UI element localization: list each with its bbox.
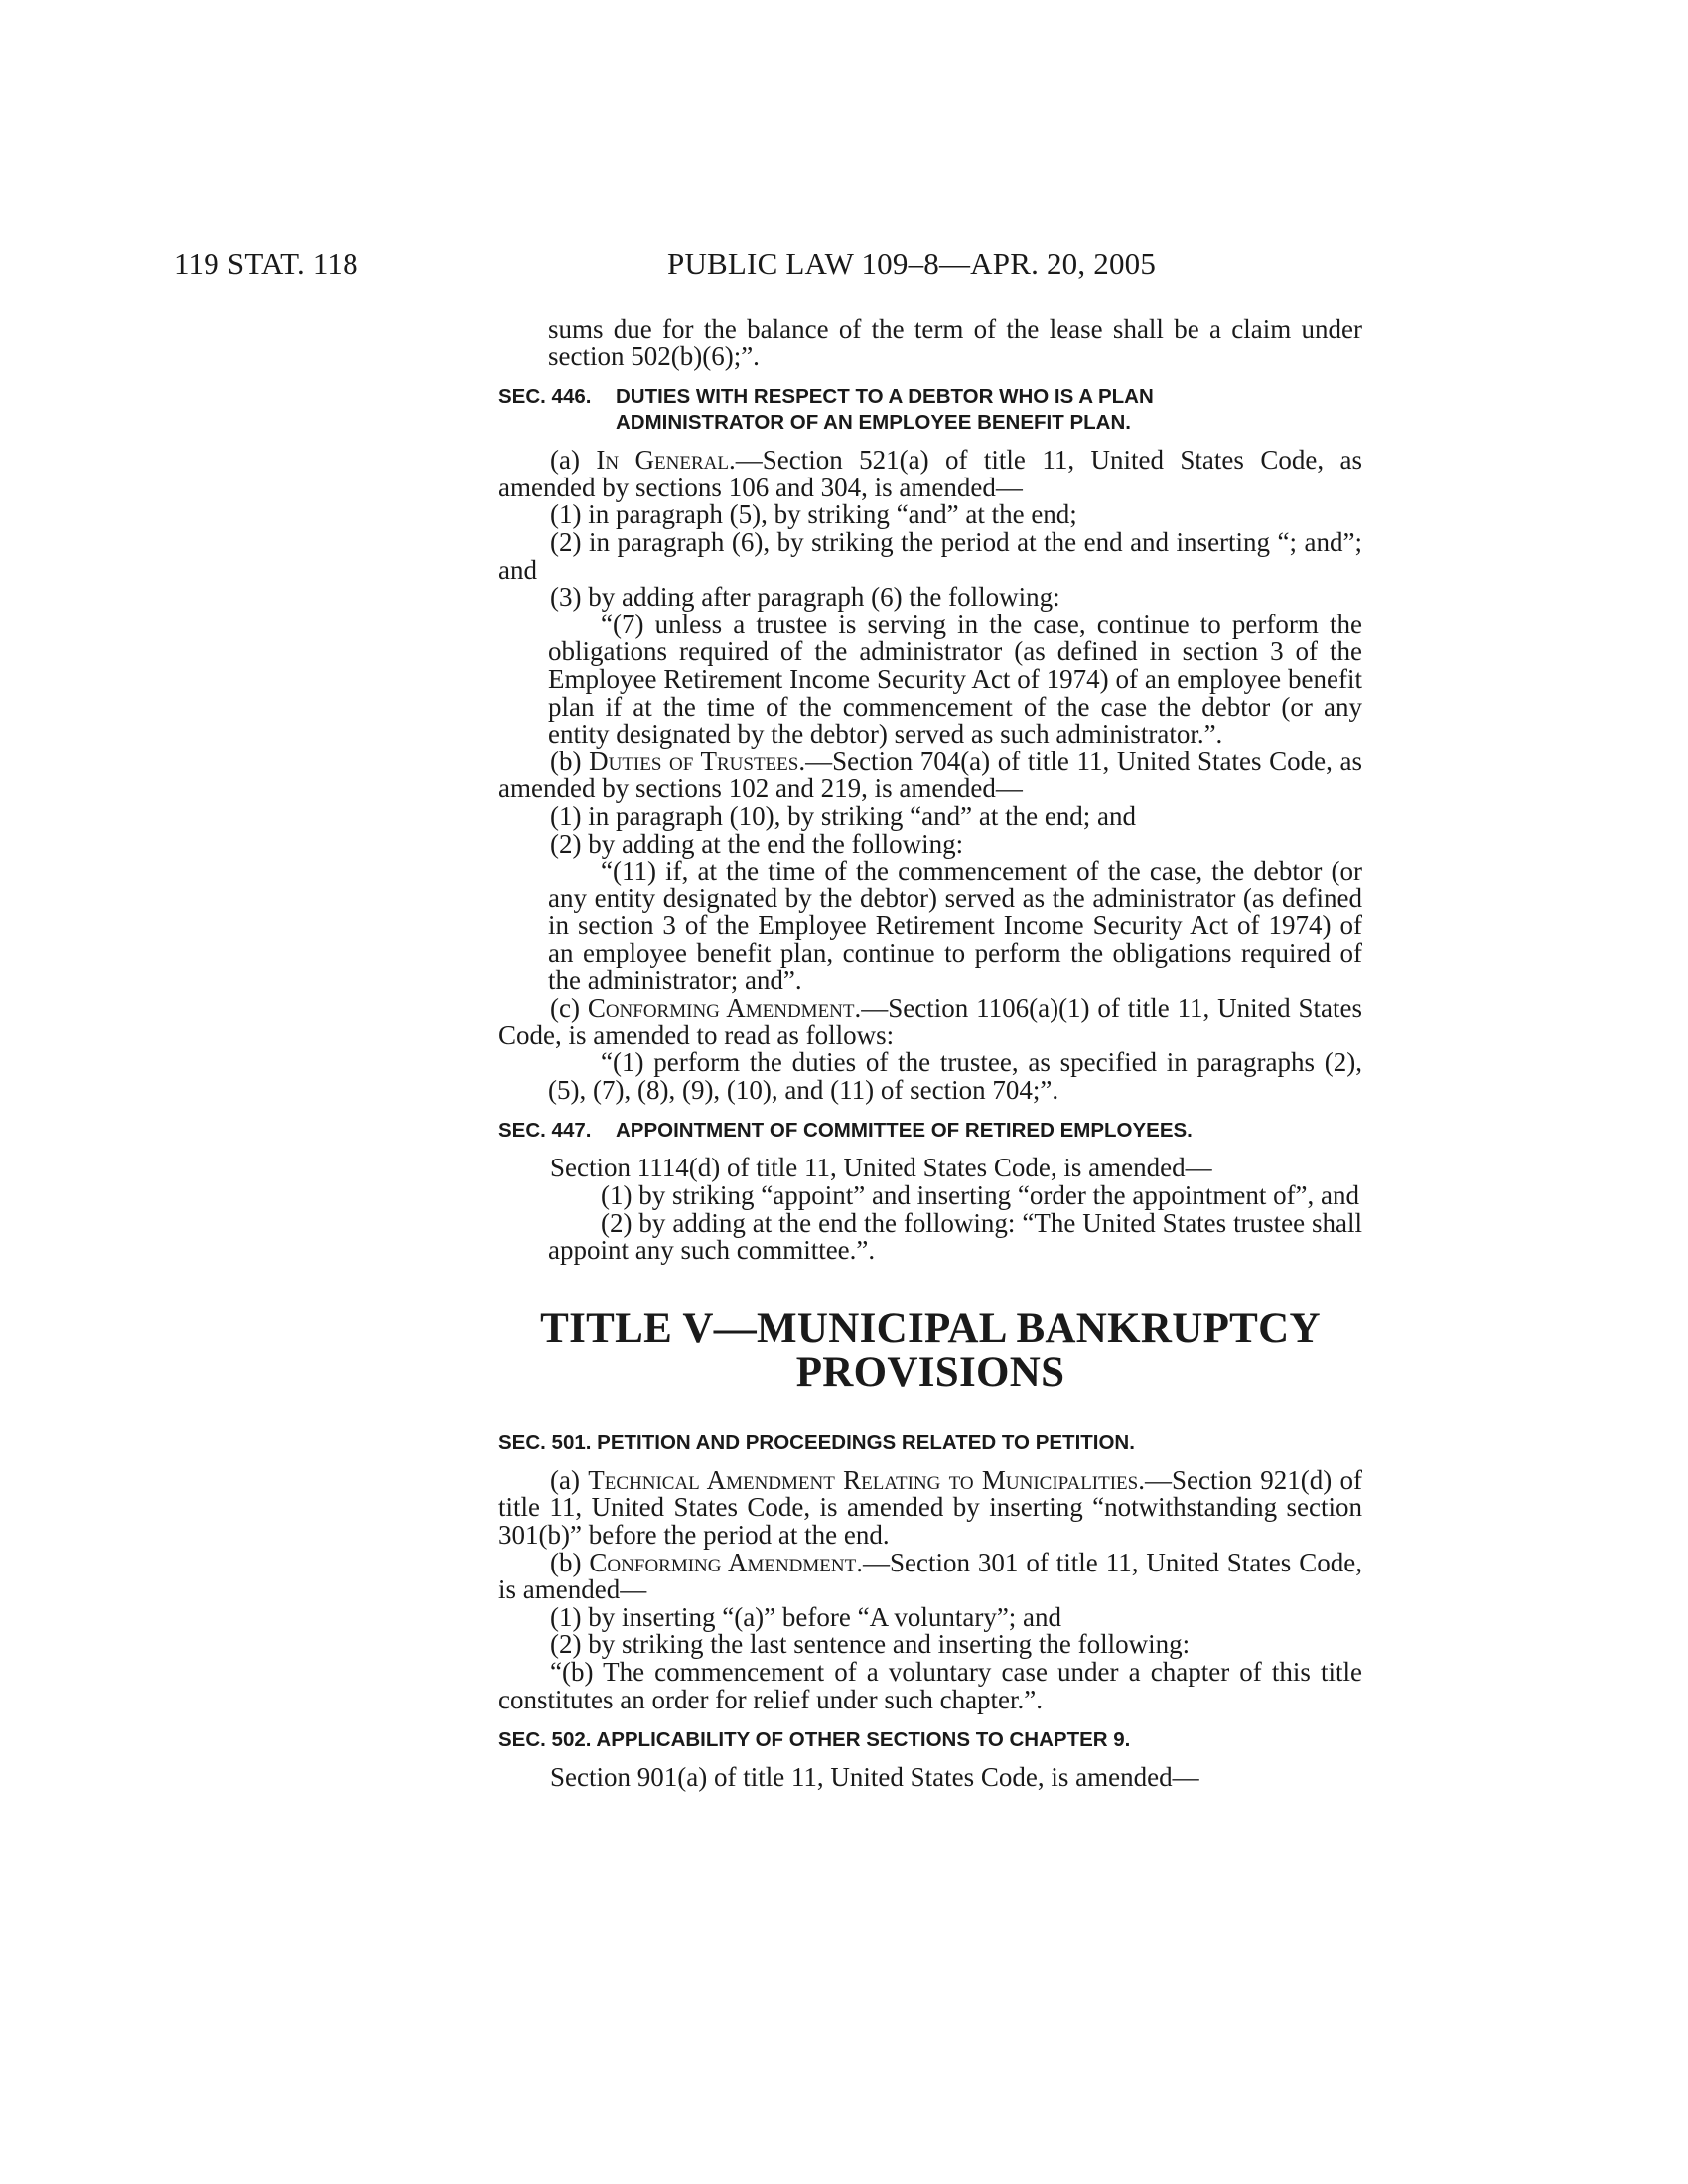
section-501-heading bbox=[498, 1431, 1362, 1456]
section-446-title-line2: ADMINISTRATOR OF AN EMPLOYEE BENEFIT PLAN. bbox=[616, 411, 1131, 435]
title-v-line2: PROVISIONS bbox=[795, 1348, 1065, 1396]
section-447-intro: Section 1114(d) of title 11, United States Code, is amended— bbox=[550, 1153, 1212, 1183]
paragraph-447-1: (1) by striking “appoint” and inserting “order the appointment of”, and bbox=[601, 1180, 1360, 1211]
page-stat-reference: 119 STAT. 118 bbox=[174, 246, 358, 281]
paragraph-447-2: (2) by adding at the end the following: “The United States trustee shall appoint any such committee.”. bbox=[548, 1207, 1362, 1266]
document-body bbox=[498, 316, 1362, 1792]
subsection-501b: (b) Conforming Amendment.—Section 301 of title 11, United States Code, is amended— bbox=[498, 1547, 1362, 1605]
section-446-label: SEC. 446. bbox=[498, 385, 592, 409]
section-502-heading bbox=[498, 1727, 1362, 1753]
section-502-intro: Section 901(a) of title 11, United States Code, is amended— bbox=[550, 1762, 1199, 1793]
title-v-line1: TITLE V—MUNICIPAL BANKRUPTCY bbox=[540, 1304, 1321, 1352]
subsection-446a: (a) In General.—Section 521(a) of title 11, United States Code, as amended by sections 106 and 304, is amended— bbox=[498, 445, 1362, 502]
section-502-title: APPLICABILITY OF OTHER SECTIONS TO CHAPTER 9. bbox=[596, 1728, 1131, 1752]
subsection-caption: Conforming Amendment. bbox=[587, 993, 862, 1024]
paragraph-501b-2: (2) by striking the last sentence and inserting the following: bbox=[550, 1629, 1191, 1660]
paragraph-446a-2: (2) in paragraph (6), by striking the period at the end and inserting “; and”; and bbox=[498, 526, 1362, 585]
subsection-446c: (c) Conforming Amendment.—Section 1106(a)(1) of title 11, United States Code, is amended to read as follows: bbox=[498, 993, 1362, 1050]
paragraph-446a-1: (1) in paragraph (5), by striking “and” at the end; bbox=[550, 499, 1077, 530]
section-447-heading bbox=[498, 1118, 1362, 1144]
subsection-446b: (b) Duties of Trustees.—Section 704(a) of title 11, United States Code, as amended by sections 102 and 219, is amended— bbox=[498, 746, 1362, 804]
section-446-title-line1: DUTIES WITH RESPECT TO A DEBTOR WHO IS A PLAN bbox=[616, 385, 1154, 409]
section-502-label: SEC. 502. bbox=[498, 1728, 592, 1752]
quoted-text-446c: “(1) perform the duties of the trustee, as specified in paragraphs (2), (5), (7), (8), (9), (10), and (11) of section 704;”. bbox=[548, 1047, 1362, 1105]
section-501-title: PETITION AND PROCEEDINGS RELATED TO PETITION. bbox=[597, 1431, 1135, 1454]
section-447-title: APPOINTMENT OF COMMITTEE OF RETIRED EMPLOYEES. bbox=[616, 1119, 1193, 1143]
continuation-text: sums due for the balance of the term of the lease shall be a claim under section 502(b)(6);”. bbox=[548, 314, 1362, 371]
paragraph-446b-1: (1) in paragraph (10), by striking “and” at the end; and bbox=[550, 800, 1137, 831]
quoted-text-446b: “(11) if, at the time of the commencement of the case, the debtor (or any entity designated by the debtor) served as the administrator (as defined in section 3 of the Employee Retirement Income Security Act of 1974) of an employee benefit plan, continue to perform the obligations required of the administrator; and”. bbox=[548, 856, 1362, 996]
subsection-501a: (a) Technical Amendment Relating to Municipalities.—Section 921(d) of title 11, United States Code, is amended by inserting “notwithstanding section 301(b)” before the period at the end. bbox=[498, 1464, 1362, 1550]
quoted-text-501b: “(b) The commencement of a voluntary case under a chapter of this title constitutes an order for relief under such chapter.”. bbox=[498, 1656, 1362, 1714]
paragraph-446a-3: (3) by adding after paragraph (6) the following: bbox=[550, 582, 1060, 613]
paragraph-446b-2: (2) by adding at the end the following: bbox=[550, 828, 964, 859]
quoted-text-446a: “(7) unless a trustee is serving in the case, continue to perform the obligations required of the administrator (as defined in section 3 of the Employee Retirement Income Security Act of 1974) of an employee benefit plan if at the time of the commencement of the case the debtor (or any entity designated by the debtor) served as such administrator.”. bbox=[548, 609, 1362, 750]
subsection-caption: Technical Amendment Relating to Municipalities. bbox=[588, 1464, 1145, 1495]
subsection-caption: Duties of Trustees. bbox=[589, 746, 806, 776]
section-501-label: SEC. 501. bbox=[498, 1431, 592, 1454]
section-446-heading bbox=[498, 384, 1362, 436]
subsection-caption: Conforming Amendment. bbox=[589, 1547, 863, 1577]
subsection-caption: In General. bbox=[596, 445, 736, 476]
section-447-label: SEC. 447. bbox=[498, 1119, 592, 1143]
title-v-heading bbox=[498, 1304, 1362, 1396]
paragraph-501b-1: (1) by inserting “(a)” before “A voluntary”; and bbox=[550, 1601, 1062, 1632]
running-header: PUBLIC LAW 109–8—APR. 20, 2005 bbox=[667, 246, 1157, 281]
